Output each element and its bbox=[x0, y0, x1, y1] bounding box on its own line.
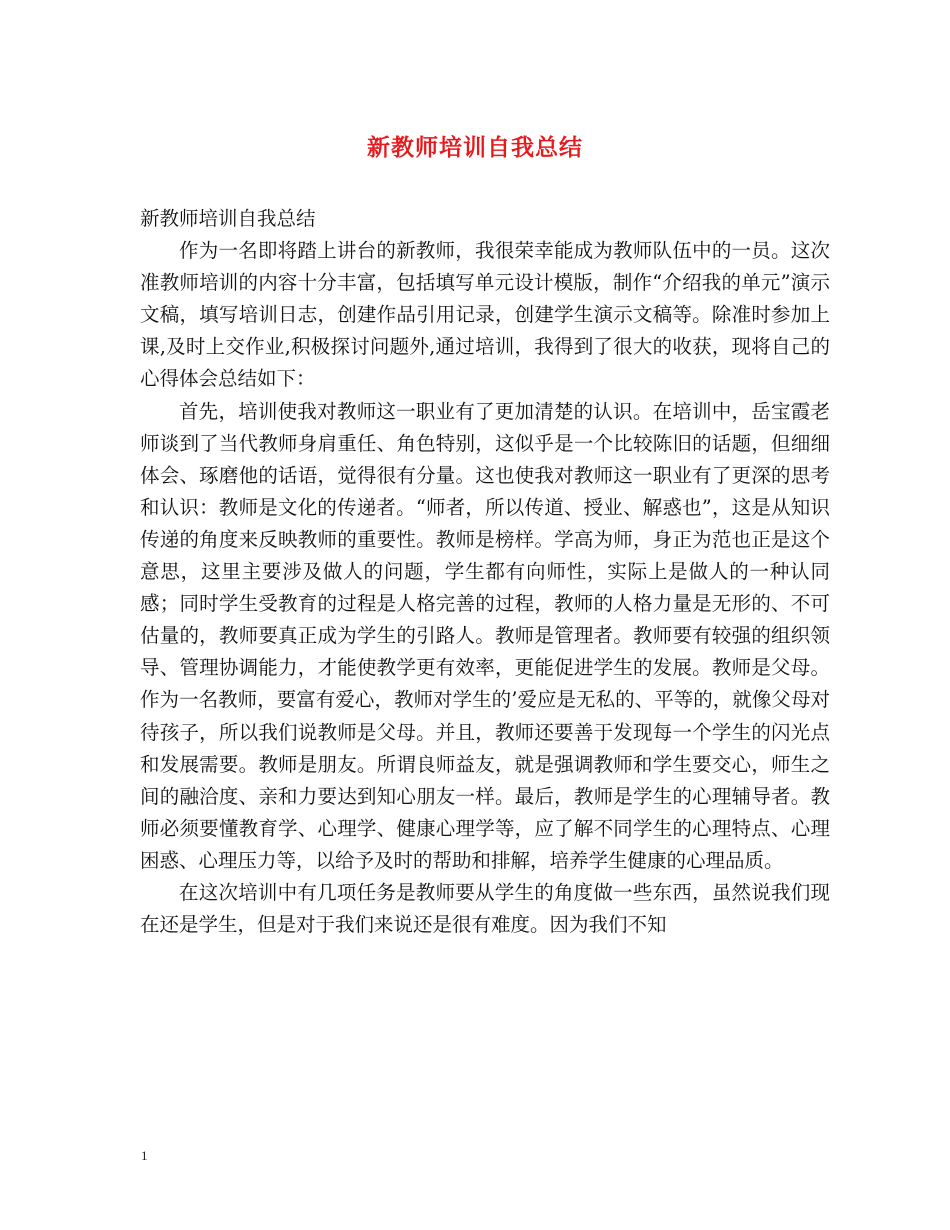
document-body bbox=[140, 203, 830, 941]
paragraph-intro: 作为一名即将踏上讲台的新教师，我很荣幸能成为教师队伍中的一员。这次准教师培训的内容十分丰富，包括填写单元设计模版，制作“介绍我的单元”演示文稿，填写培训日志，创建作品引用记录，创建学生演示文稿等。除准时参加上课,及时上交作业,积极探讨问题外,通过培训，我得到了很大的收获，现将自己的心得体会总结如下： bbox=[140, 239, 830, 391]
page-number: 1 bbox=[141, 1148, 148, 1163]
document-title: 新教师培训自我总结 bbox=[367, 134, 583, 161]
document-subtitle: 新教师培训自我总结 bbox=[140, 207, 316, 230]
paragraph-teacher-roles: 首先，培训使我对教师这一职业有了更加清楚的认识。在培训中，岳宝霞老师谈到了当代教师身肩重任、角色特别，这似乎是一个比较陈旧的话题，但细细体会、琢磨他的话语，觉得很有分量。这也使我对教师这一职业有了更深的思考和认识：教师是文化的传递者。“师者，所以传道、授业、解惑也”，这是从知识传递的角度来反映教师的重要性。教师是榜样。学高为师，身正为范也正是这个意思，这里主要涉及做人的问题，学生都有向师性，实际上是做人的一种认同感；同时学生受教育的过程是人格完善的过程，教师的人格力量是无形的、不可估量的，教师要真正成为学生的引路人。教师是管理者。教师要有较强的组织领导、管理协调能力，才能使教学更有效率，更能促进学生的发展。教师是父母。作为一名教师，要富有爱心，教师对学生的’爱应是无私的、平等的，就像父母对待孩子，所以我们说教师是父母。并且，教师还要善于发现每一个学生的闪光点和发展需要。教师是朋友。所谓良师益友，就是强调教师和学生要交心，师生之间的融洽度、亲和力要达到知心朋友一样。最后，教师是学生的心理辅导者。教师必须要懂教育学、心理学、健康心理学等，应了解不同学生的心理特点、心理困惑、心理压力等，以给予及时的帮助和排解，培养学生健康的心理品质。 bbox=[140, 399, 830, 872]
paragraph-training-tasks: 在这次培训中有几项任务是教师要从学生的角度做一些东西，虽然说我们现在还是学生，但是对于我们来说还是很有难度。因为我们不知 bbox=[140, 880, 830, 937]
